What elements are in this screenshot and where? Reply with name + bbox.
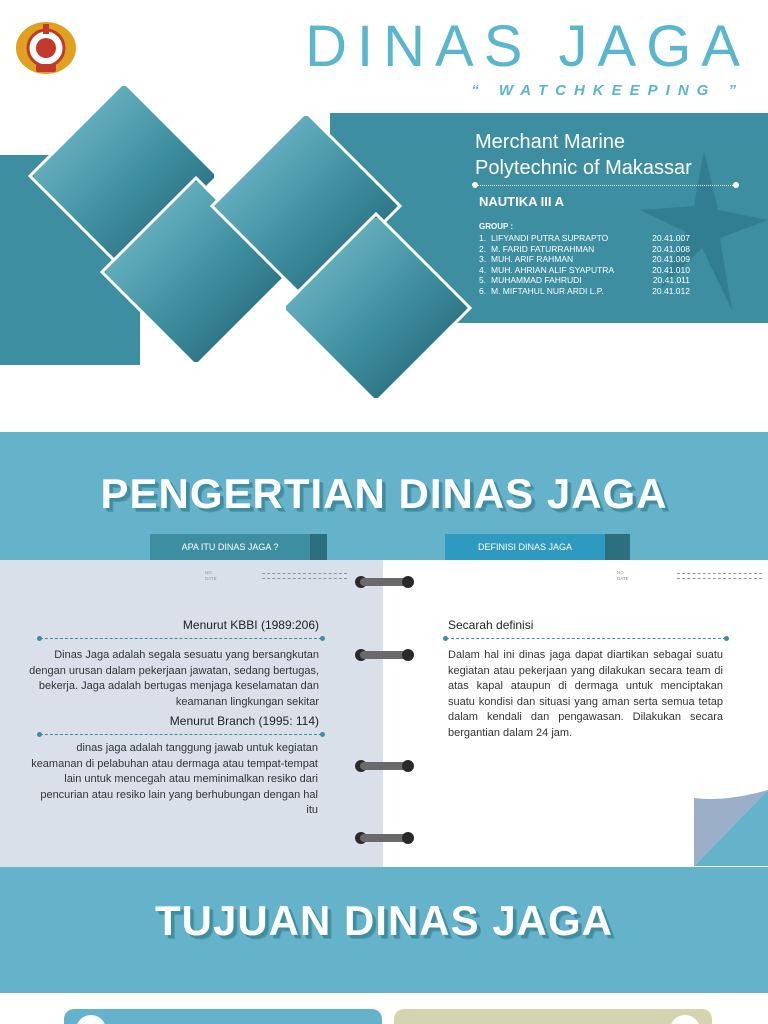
member-id: 20.41.009 — [652, 254, 690, 264]
group-label: GROUP : — [479, 222, 514, 231]
card-knob — [76, 1015, 106, 1024]
purpose-slide — [0, 867, 768, 1024]
member-name: MUH. AHRIAN ALIF SYAPUTRA — [491, 264, 615, 275]
institution-name-line2: Polytechnic of Makassar — [475, 157, 692, 179]
member-number: 3. — [479, 254, 487, 264]
tab-definition[interactable]: DEFINISI DINAS JAGA — [445, 534, 605, 560]
purpose-card — [64, 1009, 382, 1024]
member-row — [479, 265, 704, 275]
definition-text: Dalam hal ini dinas jaga dapat diartikan sebagai suatu kegiatan atau pekerjaan yang dilakukan secara team di atas kapal ataupun di dermaga untuk menciptakan suatu kondisi dan situasi yang aman serta semua tetap dalam kendali dan pengawasan. Dilakukan secara bergantian dalam 24 jam. — [448, 649, 723, 739]
rule-dot — [320, 636, 325, 641]
rule-dot — [320, 732, 325, 737]
member-row — [479, 244, 704, 254]
branch-definition: dinas jaga adalah tanggung jawab untuk kegiatan keamanan di pelabuhan atau dermaga atau tempat-tempat lain untuk mencegah atau meminimalkan resiko dari pencurian atau resiko lain yang berhubungan dengan hal itu — [31, 742, 318, 816]
member-number: 6. — [479, 285, 487, 296]
member-row — [479, 233, 704, 243]
divider-dot — [472, 182, 478, 188]
kbbi-heading: Menurut KBBI (1989:206) — [182, 618, 319, 632]
member-id: 20.41.012 — [652, 285, 690, 296]
binder-ring-hole — [402, 832, 414, 844]
member-id: 20.41.011 — [652, 275, 690, 285]
member-name: M. FARID FATURRAHMAN — [491, 243, 595, 254]
definition-slide — [0, 432, 768, 867]
date-line — [677, 578, 762, 579]
branch-heading: Menurut Branch (1995: 114) — [169, 714, 319, 728]
class-name: NAUTIKA III A — [479, 194, 564, 209]
member-name: M. MIFTAHUL NUR ARDI L.P. — [491, 285, 604, 296]
heading-rule — [40, 638, 322, 639]
binder-ring-hole — [402, 576, 414, 588]
no-date-label: NO DATE — [205, 570, 217, 581]
member-number: 5. — [479, 275, 487, 285]
institution-emblem-icon — [14, 18, 78, 76]
member-row — [479, 275, 704, 285]
member-name: MUH. ARIF RAHMAN — [491, 254, 574, 264]
binder-ring-hole — [402, 760, 414, 772]
kbbi-definition: Dinas Jaga adalah segala sesuatu yang bersangkutan dengan urusan dalam pekerjaan jawatan, sedang bertugas, bekerja. Jaga adalah bertugas menjaga keselamatan dan keamanan lingkungan sekitar — [29, 649, 319, 708]
heading-rule — [40, 734, 322, 735]
rule-dot — [724, 636, 729, 641]
member-row — [479, 254, 704, 264]
binder-ring-hole — [402, 649, 414, 661]
purpose-card — [394, 1009, 712, 1024]
slide-title: PENGERTIAN DINAS JAGA — [100, 470, 668, 517]
member-id: 20.41.007 — [652, 233, 690, 243]
no-date-label: NO DATE — [617, 570, 629, 581]
member-number: 4. — [479, 264, 487, 275]
divider-dot — [733, 182, 739, 188]
member-name: MUHAMMAD FAHRUDI — [491, 275, 582, 285]
no-line — [677, 573, 762, 574]
notebook-page-left — [0, 560, 383, 867]
slide-title: TUJUAN DINAS JAGA — [154, 897, 614, 944]
tab-what-is-watchkeeping[interactable]: APA ITU DINAS JAGA ? — [150, 534, 310, 560]
member-id: 20.41.010 — [652, 264, 690, 275]
presentation-title: DINAS JAGA — [305, 14, 750, 79]
member-row — [479, 286, 704, 296]
cover-slide — [0, 0, 768, 432]
member-number: 2. — [479, 243, 487, 254]
member-id: 20.41.008 — [652, 243, 690, 254]
no-line — [262, 573, 347, 574]
definition-heading: Secarah definisi — [448, 618, 534, 632]
page-curl-icon — [694, 790, 768, 866]
institution-name-line1: Merchant Marine — [475, 131, 626, 153]
member-name: LIFYANDI PUTRA SUPRAPTO — [491, 233, 609, 243]
date-line — [262, 578, 347, 579]
card-knob — [670, 1015, 700, 1024]
heading-rule — [446, 638, 726, 639]
member-number: 1. — [479, 233, 487, 243]
presentation-subtitle: “ WATCHKEEPING ” — [471, 82, 744, 99]
divider — [475, 185, 735, 186]
